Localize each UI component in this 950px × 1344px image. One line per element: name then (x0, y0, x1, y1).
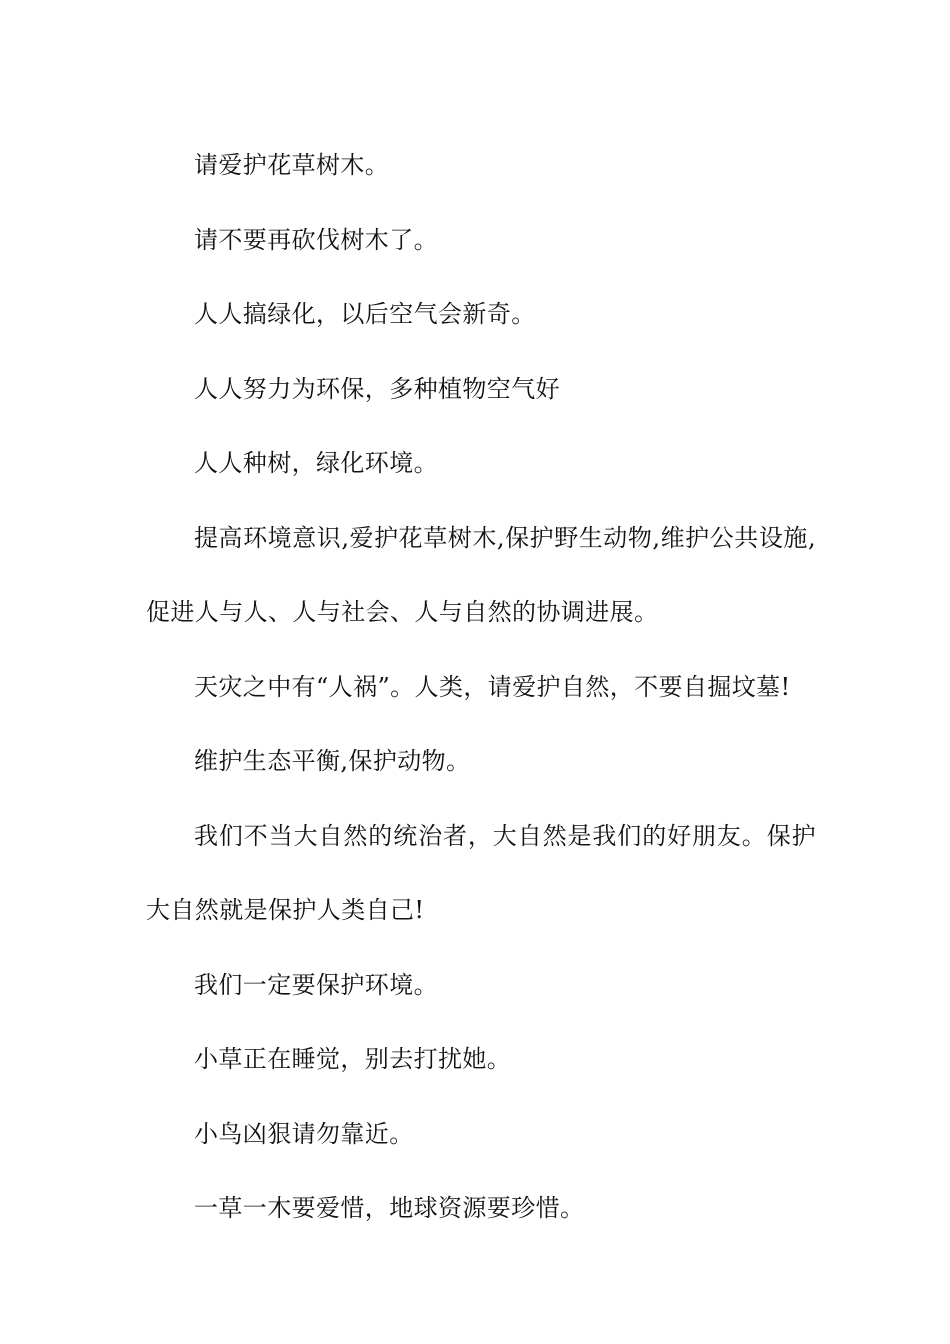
paragraph: 我们不当大自然的统治者，大自然是我们的好朋友。保护大自然就是保护人类自己! (146, 821, 816, 924)
paragraph: 人人努力为环保，多种植物空气好 (194, 374, 560, 403)
paragraph: 提高环境意识,爱护花草树木,保护野生动物,维护公共设施,促进人与人、人与社会、人与自然的协调进展。 (146, 523, 816, 626)
paragraph: 请不要再砍伐树木了。 (194, 225, 438, 254)
paragraph: 人人种树，绿化环境。 (194, 449, 438, 477)
paragraph: 天灾之中有“人祸”。人类，请爱护自然，不要自掘坟墓! (194, 672, 791, 701)
paragraph: 人人搞绿化，以后空气会新奇。 (194, 300, 536, 328)
paragraph: 小鸟凶狠请勿靠近。 (194, 1119, 414, 1148)
paragraph: 我们一定要保护环境。 (194, 970, 438, 999)
paragraph: 请爱护花草树木。 (194, 151, 390, 179)
paragraph: 小草正在睡觉，别去打扰她。 (194, 1045, 512, 1073)
paragraph: 一草一木要爱惜，地球资源要珍惜。 (194, 1194, 585, 1222)
paragraph: 维护生态平衡,保护动物。 (194, 747, 471, 775)
document-body (146, 128, 816, 1246)
